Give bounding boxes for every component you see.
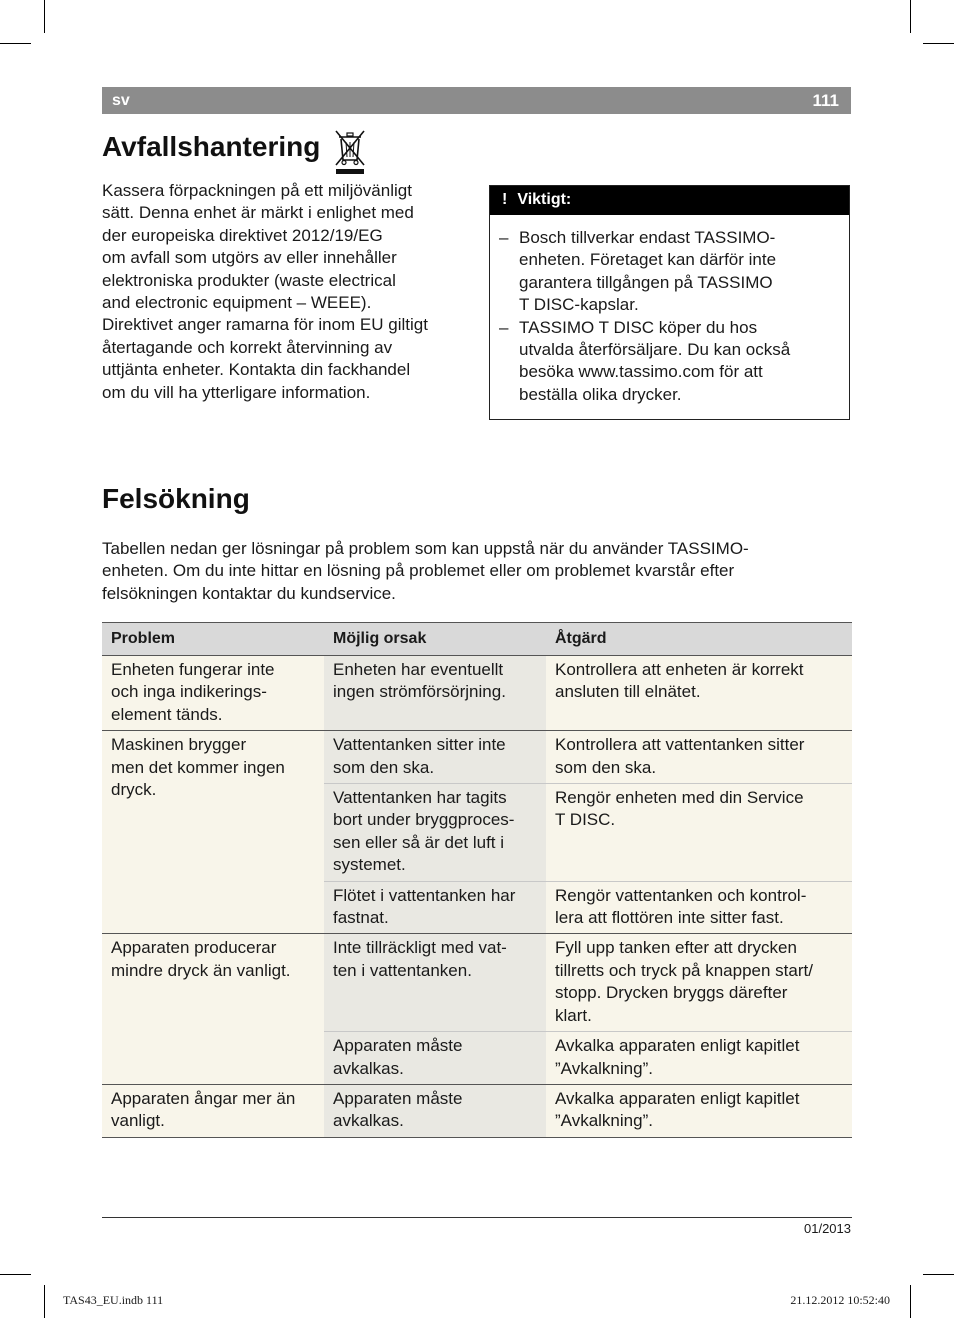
troubleshooting-intro: Tabellen nedan ger lösningar på problem som kan uppstå när du använder TASSIMO- enheten. Om du inte hittar en lösning på problemet eller om problemet kvarstår efter felsökningen kontaktar du kundservice. [102,539,749,603]
action-cell: Avkalka apparaten enligt kapitlet ”Avkalkning”. [546,1032,852,1085]
dash-bullet: – [499,228,509,247]
crop-mark [0,1274,31,1275]
table-row [102,656,852,731]
section-title-felsokning: Felsökning [102,483,250,514]
table-row [102,1084,852,1137]
table-header-row [102,623,852,656]
column-header-cause: Möjlig orsak [324,623,546,656]
column-header-problem: Problem [102,623,324,656]
notice-item-text: Bosch tillverkar endast TASSIMO- enheten. Företaget kan därför inte garantera tillgången på TASSIMO T DISC-kapslar. [519,228,777,315]
crossed-out-wheelie-bin-icon [333,128,367,176]
notice-header [490,186,849,215]
table-row [102,731,852,784]
important-notice-box [489,185,850,420]
action-cell: Kontrollera att vattentanken sitter som den ska. [546,731,852,784]
cause-cell: Inte tillräckligt med vat- ten i vattentanken. [324,934,546,1032]
table-row [102,934,852,1032]
footer-rule [102,1217,852,1218]
cause-cell: Apparaten måste avkalkas. [324,1084,546,1137]
cause-cell: Apparaten måste avkalkas. [324,1032,546,1085]
problem-cell: Maskinen brygger men det kommer ingen dryck. [102,731,324,934]
crop-mark [923,43,954,44]
notice-heading: Viktigt: [517,191,572,208]
notice-item [490,317,849,407]
action-cell: Rengör enheten med din Service T DISC. [546,784,852,882]
cause-cell: Flötet i vattentanken har fastnat. [324,881,546,934]
print-slug-timestamp: 21.12.2012 10:52:40 [790,1293,890,1307]
exclamation-icon: ! [502,191,508,208]
page-number: 111 [812,91,839,110]
problem-cell: Enheten fungerar inte och inga indikerings- element tänds. [102,656,324,731]
page-header-bar [102,87,851,114]
crop-mark [0,43,31,44]
crop-mark [910,0,911,33]
disposal-paragraph: Kassera förpackningen på ett miljövänligt sätt. Denna enhet är märkt i enlighet med der europeiska direktivet 2012/19/EG om avfall som utgörs av eller innehåller elektroniska produkter (waste electrical and electronic equipment – WEEE). Direktivet anger ramarna för inom EU giltigt återtagande och korrekt återvinning av uttjänta enheter. Kontakta din fackhandel om du vill ha ytterligare information. [102,181,428,402]
action-cell: Rengör vattentanken och kontrol- lera att flottören inte sitter fast. [546,881,852,934]
action-cell: Fyll upp tanken efter att drycken tillretts och tryck på knappen start/ stopp. Drycken bryggs därefter klart. [546,934,852,1032]
crop-mark [44,0,45,33]
problem-cell: Apparaten ångar mer än vanligt. [102,1084,324,1137]
notice-list [490,215,849,406]
language-code: sv [112,92,130,109]
footer-date: 01/2013 [804,1221,851,1236]
action-cell: Kontrollera att enheten är korrekt ansluten till elnätet. [546,656,852,731]
notice-item-text: TASSIMO T DISC köper du hos utvalda återförsäljare. Du kan också besöka www.tassimo.com för att beställa olika drycker. [519,317,791,404]
crop-mark [923,1274,954,1275]
action-cell: Avkalka apparaten enligt kapitlet ”Avkalkning”. [546,1084,852,1137]
print-slug-file: TAS43_EU.indb 111 [63,1293,164,1307]
problem-cell: Apparaten producerar mindre dryck än vanligt. [102,934,324,1084]
troubleshooting-table [102,622,852,1138]
notice-item [490,227,849,317]
crop-mark [44,1285,45,1318]
cause-cell: Vattentanken har tagits bort under bryggproces- sen eller så är det luft i systemet. [324,784,546,882]
crop-mark [910,1285,911,1318]
cause-cell: Enheten har eventuellt ingen strömförsörjning. [324,656,546,731]
cause-cell: Vattentanken sitter inte som den ska. [324,731,546,784]
section-title-avfallshantering: Avfallshantering [102,131,321,162]
dash-bullet: – [499,317,509,337]
column-header-action: Åtgärd [546,623,852,656]
